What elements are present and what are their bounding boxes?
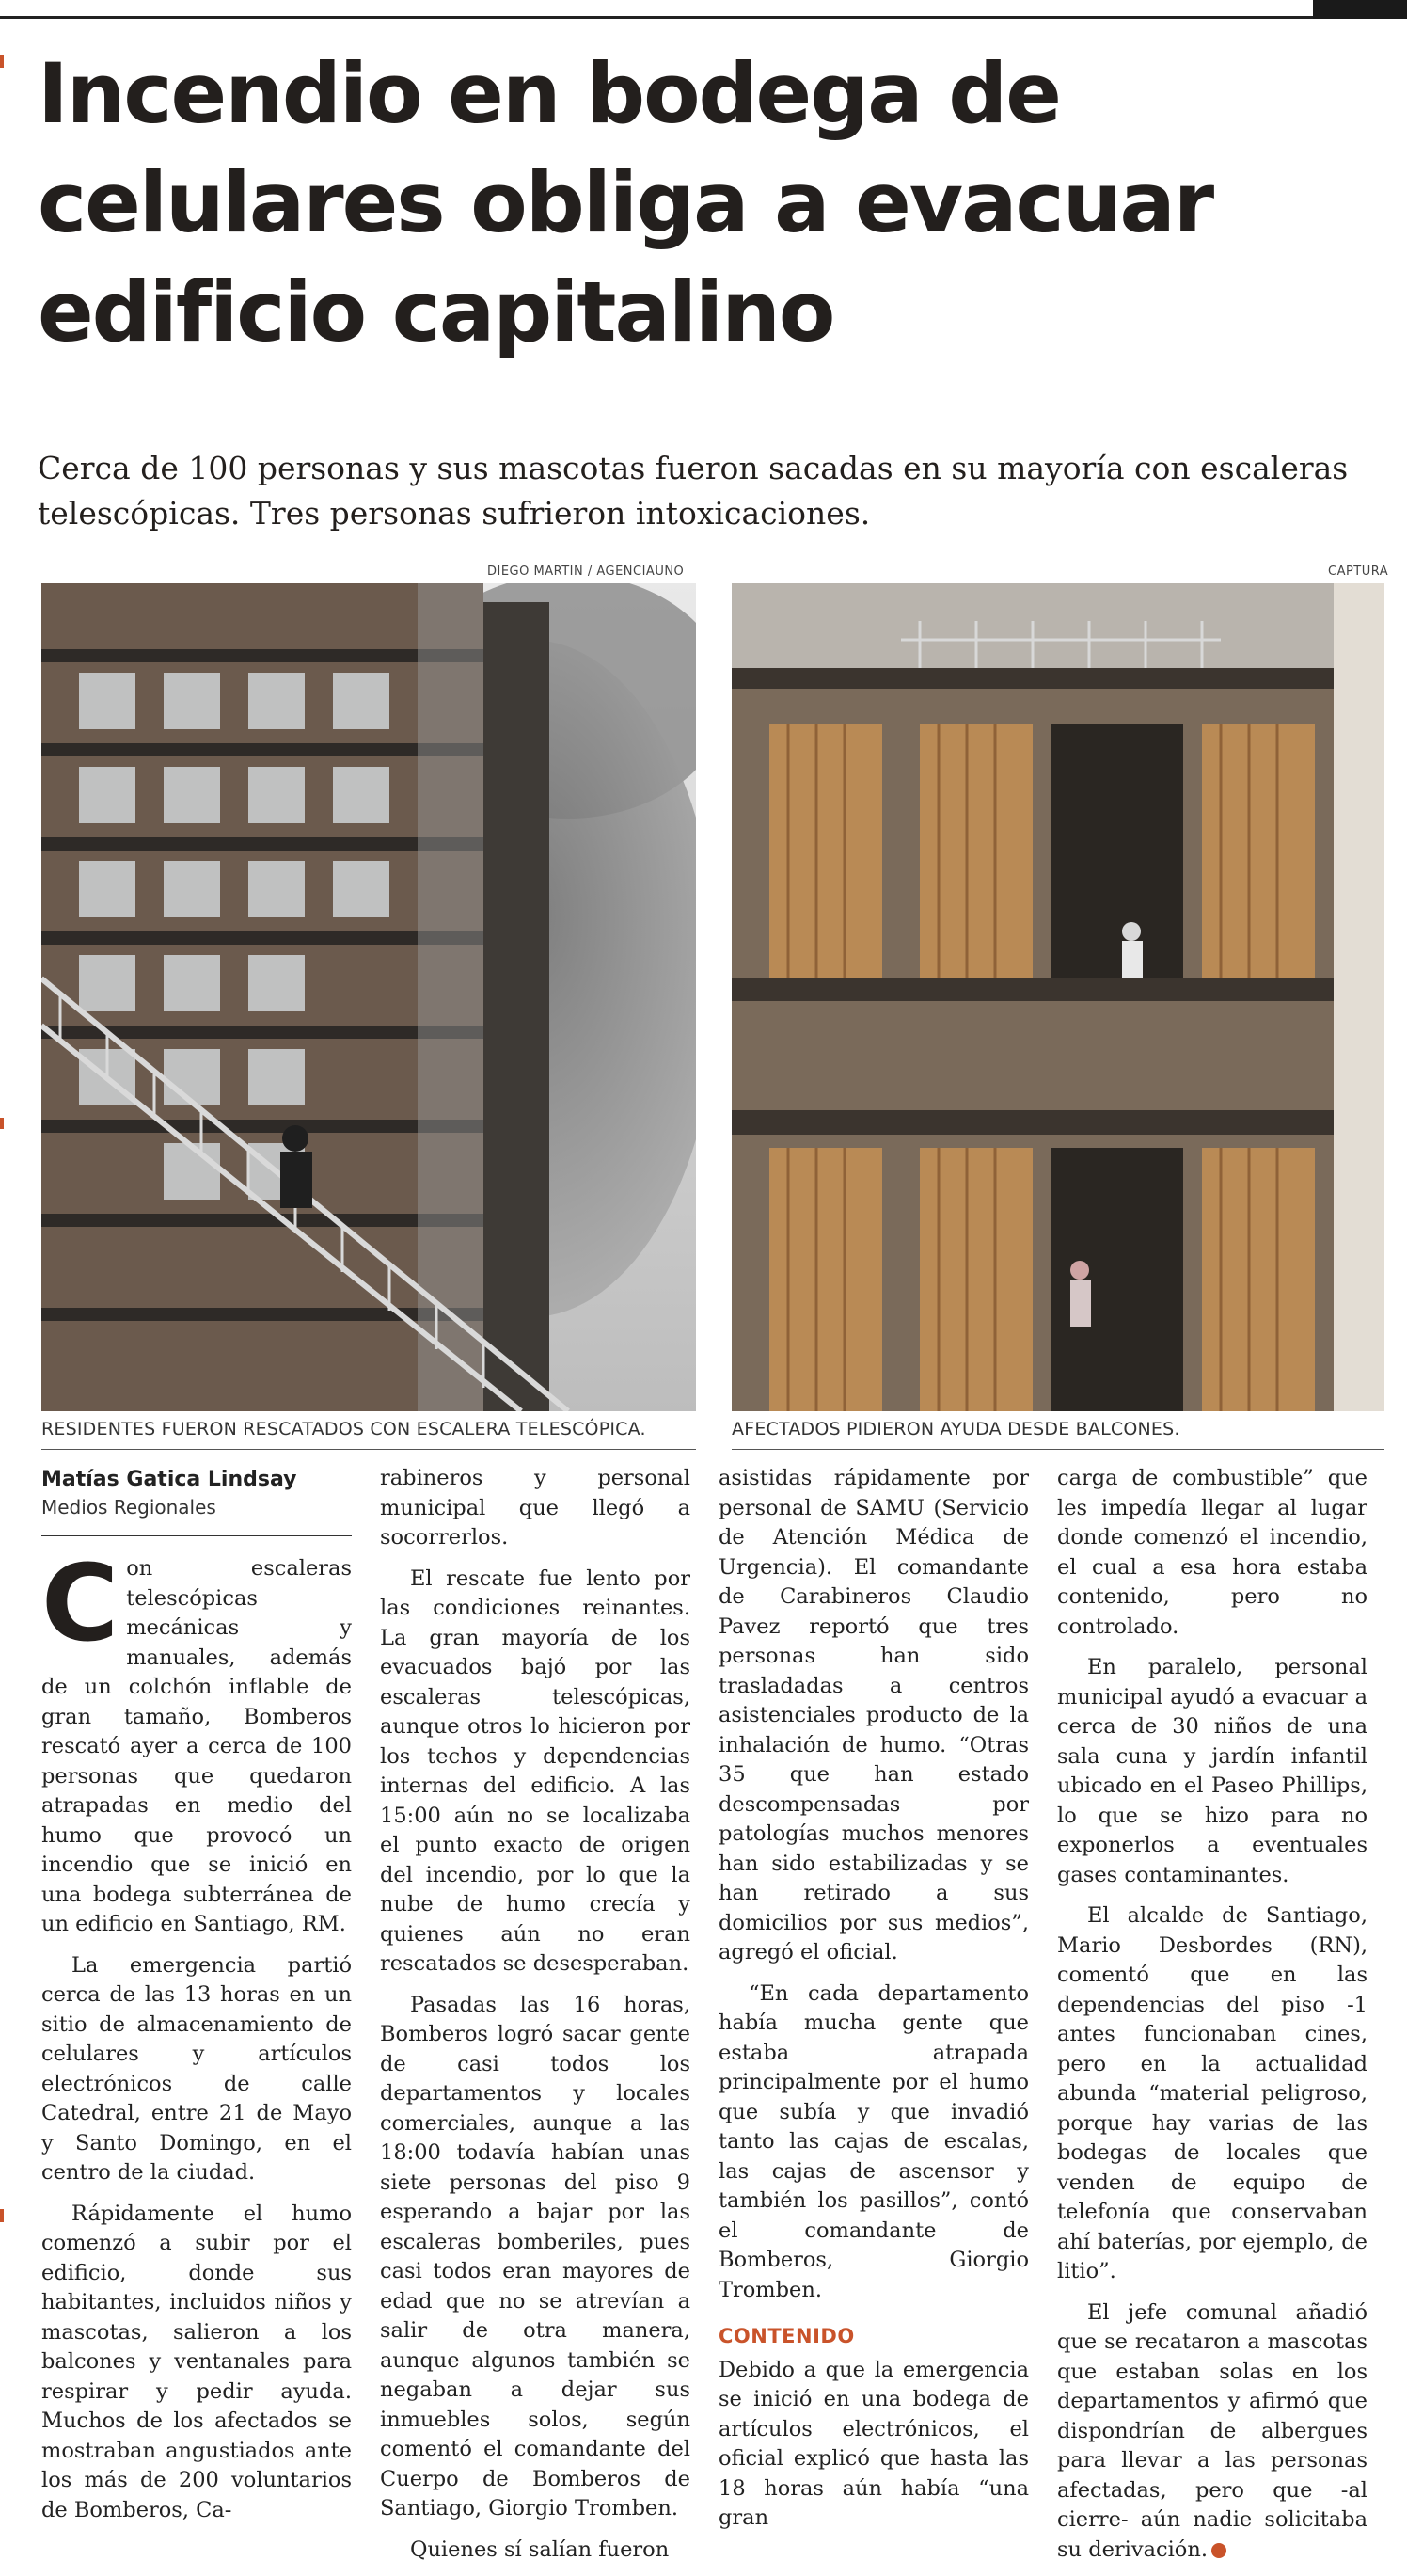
article-paragraph: El alcalde de Santiago, Mario Desbordes (RN), comentó que en las dependencias del piso -1 antes funcionaban cines, pero en la actualidad abunda “material peligroso, porque hay varias de las bodegas de locales que venden de equipo de telefonía que conservaban ahí baterías, por ejemplo, de litio”.	[1057, 1903, 1367, 2283]
photo-caption-right: AFECTADOS PIDIERON AYUDA DESDE BALCONES.	[732, 1419, 1180, 1439]
article-column-2	[380, 1464, 690, 2576]
photo-balconies	[732, 583, 1384, 1411]
subhead: Cerca de 100 personas y sus mascotas fueron sacadas en su mayoría con escaleras telescópicas. Tres personas sufrieron intoxicaciones.	[38, 450, 1349, 532]
top-rule	[0, 0, 1313, 19]
article-paragraph: rabineros y personal municipal que llegó a socorrerlos.	[380, 1466, 690, 1550]
author-name: Matías Gatica Lindsay	[41, 1468, 297, 1491]
article-paragraph: En paralelo, personal municipal ayudó a evacuar a cerca de 30 niños de una sala cuna y jardín infantil ubicado en el Paseo Phillips, lo que se hizo para no exponerlos a eventuales gases contaminantes.	[1057, 1655, 1367, 1887]
byline-rule	[41, 1535, 352, 1536]
article-paragraph: Quienes sí salían fueron	[410, 2536, 670, 2562]
edge-mark	[0, 55, 4, 68]
article-column-3	[719, 1464, 1029, 2545]
article-paragraph: Con escaleras telescópicas mecánicas y manuales, además de un colchón inflable de gran tamaño, Bomberos rescató ayer a cerca de 100 personas que quedaron atrapadas en medio del humo que provocó un incendio que se inició en una bodega subterránea de un edificio en Santiago, RM.	[41, 1543, 352, 1936]
article-paragraph: Debido a que la emergencia se inició en una bodega de artículos electrónicos, el oficial explicó que hasta las 18 horas aún había “una gran	[719, 2357, 1029, 2530]
section-label: CONTENIDO	[719, 2325, 855, 2347]
article-column-1	[41, 1543, 352, 2536]
article-paragraph: “En cada departamento había mucha gente que estaba atrapada principalmente por el humo que subía y que invadió tanto las cajas de escalas, las cajas de ascensor y también los pasillos”, contó el comandante de Bomberos, Giorgio Tromben.	[719, 1980, 1029, 2302]
article-paragraph: Pasadas las 16 horas, Bomberos logró sacar gente de casi todos los departamentos y locales comerciales, aunque a las 18:00 todavía habían unas siete personas del piso 9 esperando a bajar por las escaleras bomberiles, pues casi todos eran mayores de edad que no se atrevían a salir de otra manera, aunque algunos también se negaban a dejar sus inmuebles solos, según comentó el comandante del Cuerpo de Bomberos de Santiago, Giorgio Tromben.	[380, 1992, 690, 2520]
building-ladder-image	[41, 583, 696, 1411]
article-paragraph: El rescate fue lento por las condiciones reinantes. La gran mayoría de los evacuados bajó por las escaleras telescópicas, aunque otros lo hicieron por los techos y dependencias internas del edificio. A las 15:00 aún no se localizaba el punto exacto de origen del incendio, por lo que la nube de humo crecía y quienes aún no eran rescatados se desesperaban.	[380, 1566, 690, 1976]
photo-credit-left: DIEGO MARTIN / AGENCIAUNO	[487, 564, 685, 579]
article-paragraph: asistidas rápidamente por personal de SAMU (Servicio de Atención Médica de Urgencia). El comandante de Carabineros Claudio Pavez reportó que tres personas han sido trasladadas a centros asistenciales producto de la inhalación de humo. “Otras 35 que han estado descompensadas por patologías muchos menores han sido estabilizadas y se han retirado a sus domicilios por sus medios”, agregó el oficial.	[719, 1466, 1029, 1964]
end-mark-icon: ✦	[1211, 2543, 1226, 2558]
article-paragraph: La emergencia partió cerca de las 13 horas en un sitio de almacenamiento de celulares y artículos electrónicos de calle Catedral, entre 21 de Mayo y Santo Domingo, en el centro de la ciudad.	[41, 1952, 352, 2185]
photo-credit-right: CAPTURA	[1328, 564, 1389, 579]
article-paragraph: El jefe comunal añadió que se recataron a mascotas que estaban solas en los departamentos y afirmó que dispondrían de albergues para llevar a las personas afectadas, pero que -al cierre- aún nadie solicitaba su derivación. ✦	[1057, 2299, 1367, 2562]
balconies-image	[732, 583, 1384, 1411]
caption-rule	[732, 1449, 1384, 1450]
edge-mark	[0, 1118, 4, 1129]
article-paragraph: carga de combustible” que les impedía llegar al lugar donde comenzó el incendio, el cual a esa hora estaba contenido, pero no controlado.	[1057, 1466, 1367, 1639]
headline: Incendio en bodega de celulares obliga a evacuar edificio capitalino	[38, 45, 1213, 360]
edge-mark	[0, 2209, 4, 2222]
photo-caption-left: RESIDENTES FUERON RESCATADOS CON ESCALERA TELESCÓPICA.	[41, 1419, 646, 1439]
author-outlet: Medios Regionales	[41, 1496, 216, 1519]
photo-fire-rescue	[41, 583, 696, 1411]
article-column-4	[1057, 1464, 1367, 2576]
caption-rule	[41, 1449, 696, 1450]
drop-cap: C	[41, 1543, 119, 1665]
top-corner-block	[1313, 0, 1407, 19]
article-paragraph: Rápidamente el humo comenzó a subir por el edificio, donde sus habitantes, incluidos niños y mascotas, salieron a los balcones y ventanales para respirar y pedir ayuda. Muchos de los afectados se mostraban angustiados ante los más de 200 voluntarios de Bomberos, Ca-	[41, 2201, 352, 2522]
